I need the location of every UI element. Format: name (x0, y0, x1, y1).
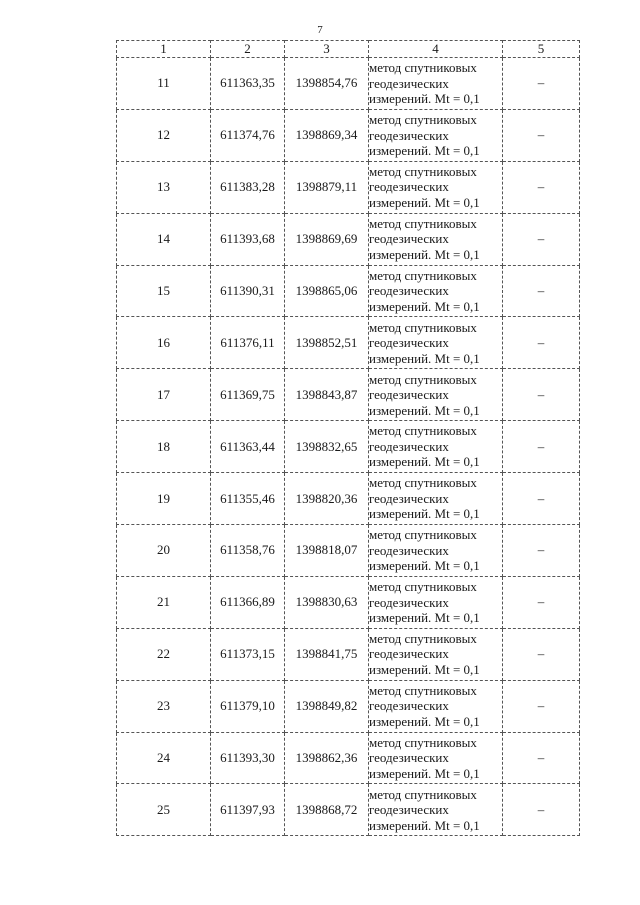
table-row (117, 473, 580, 525)
note-cell: – (503, 732, 580, 784)
method-line: метод спутниковых (369, 630, 477, 646)
method-line: геодезических (369, 698, 449, 714)
y-coordinate-cell: 1398852,51 (285, 317, 369, 369)
y-coordinate-cell: 1398869,34 (285, 109, 369, 161)
table-row (117, 421, 580, 473)
note-cell: – (503, 161, 580, 213)
coordinates-table (116, 40, 580, 836)
x-coordinate-cell: 611373,15 (211, 628, 285, 680)
method-line: геодезических (369, 75, 449, 91)
y-coordinate-cell: 1398818,07 (285, 525, 369, 577)
method-line: метод спутниковых (369, 786, 477, 802)
x-coordinate-cell: 611374,76 (211, 109, 285, 161)
note-cell: – (503, 369, 580, 421)
note-cell: – (503, 680, 580, 732)
x-coordinate-cell: 611383,28 (211, 161, 285, 213)
y-coordinate-cell: 1398862,36 (285, 732, 369, 784)
point-number-cell: 13 (117, 161, 211, 213)
point-number-cell: 14 (117, 213, 211, 265)
table-header (117, 41, 580, 58)
method-cell (369, 421, 503, 473)
method-cell (369, 317, 503, 369)
x-coordinate-cell: 611397,93 (211, 784, 285, 836)
method-line: метод спутниковых (369, 163, 477, 179)
method-line: метод спутниковых (369, 60, 477, 76)
method-line: геодезических (369, 127, 449, 143)
note-cell: – (503, 525, 580, 577)
method-line: геодезических (369, 542, 449, 558)
y-coordinate-cell: 1398820,36 (285, 473, 369, 525)
y-coordinate-cell: 1398849,82 (285, 680, 369, 732)
method-cell (369, 784, 503, 836)
method-line: измерений. Mt = 0,1 (369, 91, 480, 107)
method-line: измерений. Mt = 0,1 (369, 454, 480, 470)
method-line: измерений. Mt = 0,1 (369, 713, 480, 729)
x-coordinate-cell: 611369,75 (211, 369, 285, 421)
method-line: измерений. Mt = 0,1 (369, 298, 480, 314)
header-col-3: 3 (285, 41, 369, 58)
method-line: геодезических (369, 490, 449, 506)
method-cell (369, 680, 503, 732)
header-col-2: 2 (211, 41, 285, 58)
method-cell (369, 732, 503, 784)
point-number-cell: 23 (117, 680, 211, 732)
note-cell: – (503, 265, 580, 317)
method-line: измерений. Mt = 0,1 (369, 402, 480, 418)
table-row (117, 628, 580, 680)
table-row (117, 576, 580, 628)
method-line: метод спутниковых (369, 527, 477, 543)
method-line: геодезических (369, 646, 449, 662)
method-line: метод спутниковых (369, 682, 477, 698)
method-line: измерений. Mt = 0,1 (369, 194, 480, 210)
method-line: метод спутниковых (369, 319, 477, 335)
y-coordinate-cell: 1398879,11 (285, 161, 369, 213)
point-number-cell: 20 (117, 525, 211, 577)
y-coordinate-cell: 1398841,75 (285, 628, 369, 680)
table-row (117, 265, 580, 317)
table-row (117, 58, 580, 110)
note-cell: – (503, 628, 580, 680)
point-number-cell: 19 (117, 473, 211, 525)
method-line: геодезических (369, 438, 449, 454)
header-col-5: 5 (503, 41, 580, 58)
method-line: геодезических (369, 283, 449, 299)
x-coordinate-cell: 611393,30 (211, 732, 285, 784)
method-cell (369, 213, 503, 265)
x-coordinate-cell: 611366,89 (211, 576, 285, 628)
point-number-cell: 17 (117, 369, 211, 421)
point-number-cell: 18 (117, 421, 211, 473)
y-coordinate-cell: 1398854,76 (285, 58, 369, 110)
x-coordinate-cell: 611358,76 (211, 525, 285, 577)
method-cell (369, 525, 503, 577)
y-coordinate-cell: 1398830,63 (285, 576, 369, 628)
note-cell: – (503, 421, 580, 473)
x-coordinate-cell: 611363,35 (211, 58, 285, 110)
y-coordinate-cell: 1398843,87 (285, 369, 369, 421)
method-cell (369, 109, 503, 161)
table-row (117, 784, 580, 836)
method-line: геодезических (369, 231, 449, 247)
method-cell (369, 369, 503, 421)
x-coordinate-cell: 611376,11 (211, 317, 285, 369)
method-line: измерений. Mt = 0,1 (369, 765, 480, 781)
y-coordinate-cell: 1398865,06 (285, 265, 369, 317)
point-number-cell: 25 (117, 784, 211, 836)
table-body (117, 58, 580, 836)
method-line: геодезических (369, 179, 449, 195)
y-coordinate-cell: 1398868,72 (285, 784, 369, 836)
table-row (117, 732, 580, 784)
method-line: метод спутниковых (369, 423, 477, 439)
table-row (117, 161, 580, 213)
method-line: геодезических (369, 387, 449, 403)
method-cell (369, 628, 503, 680)
x-coordinate-cell: 611393,68 (211, 213, 285, 265)
note-cell: – (503, 58, 580, 110)
method-line: измерений. Mt = 0,1 (369, 661, 480, 677)
point-number-cell: 15 (117, 265, 211, 317)
method-line: метод спутниковых (369, 267, 477, 283)
point-number-cell: 24 (117, 732, 211, 784)
note-cell: – (503, 576, 580, 628)
table-row (117, 680, 580, 732)
table-row (117, 109, 580, 161)
note-cell: – (503, 213, 580, 265)
point-number-cell: 22 (117, 628, 211, 680)
method-line: измерений. Mt = 0,1 (369, 610, 480, 626)
x-coordinate-cell: 611379,10 (211, 680, 285, 732)
method-line: геодезических (369, 335, 449, 351)
method-line: метод спутниковых (369, 475, 477, 491)
table-row (117, 213, 580, 265)
table-row (117, 317, 580, 369)
point-number-cell: 11 (117, 58, 211, 110)
method-line: измерений. Mt = 0,1 (369, 350, 480, 366)
x-coordinate-cell: 611390,31 (211, 265, 285, 317)
method-cell (369, 161, 503, 213)
y-coordinate-cell: 1398869,69 (285, 213, 369, 265)
method-line: метод спутниковых (369, 371, 477, 387)
note-cell: – (503, 473, 580, 525)
method-line: геодезических (369, 594, 449, 610)
x-coordinate-cell: 611355,46 (211, 473, 285, 525)
header-col-4: 4 (369, 41, 503, 58)
page-number: 7 (317, 24, 323, 36)
method-cell (369, 473, 503, 525)
y-coordinate-cell: 1398832,65 (285, 421, 369, 473)
note-cell: – (503, 109, 580, 161)
method-line: измерений. Mt = 0,1 (369, 506, 480, 522)
table-row (117, 369, 580, 421)
header-row (117, 41, 580, 58)
method-line: геодезических (369, 750, 449, 766)
method-line: измерений. Mt = 0,1 (369, 558, 480, 574)
method-line: метод спутниковых (369, 579, 477, 595)
point-number-cell: 12 (117, 109, 211, 161)
note-cell: – (503, 317, 580, 369)
method-line: измерений. Mt = 0,1 (369, 817, 480, 833)
method-line: измерений. Mt = 0,1 (369, 246, 480, 262)
note-cell: – (503, 784, 580, 836)
method-line: геодезических (369, 802, 449, 818)
method-cell (369, 265, 503, 317)
point-number-cell: 21 (117, 576, 211, 628)
x-coordinate-cell: 611363,44 (211, 421, 285, 473)
method-line: метод спутниковых (369, 215, 477, 231)
method-line: метод спутниковых (369, 734, 477, 750)
method-cell (369, 58, 503, 110)
table-row (117, 525, 580, 577)
point-number-cell: 16 (117, 317, 211, 369)
method-line: метод спутниковых (369, 112, 477, 128)
method-line: измерений. Mt = 0,1 (369, 143, 480, 159)
method-cell (369, 576, 503, 628)
header-col-1: 1 (117, 41, 211, 58)
